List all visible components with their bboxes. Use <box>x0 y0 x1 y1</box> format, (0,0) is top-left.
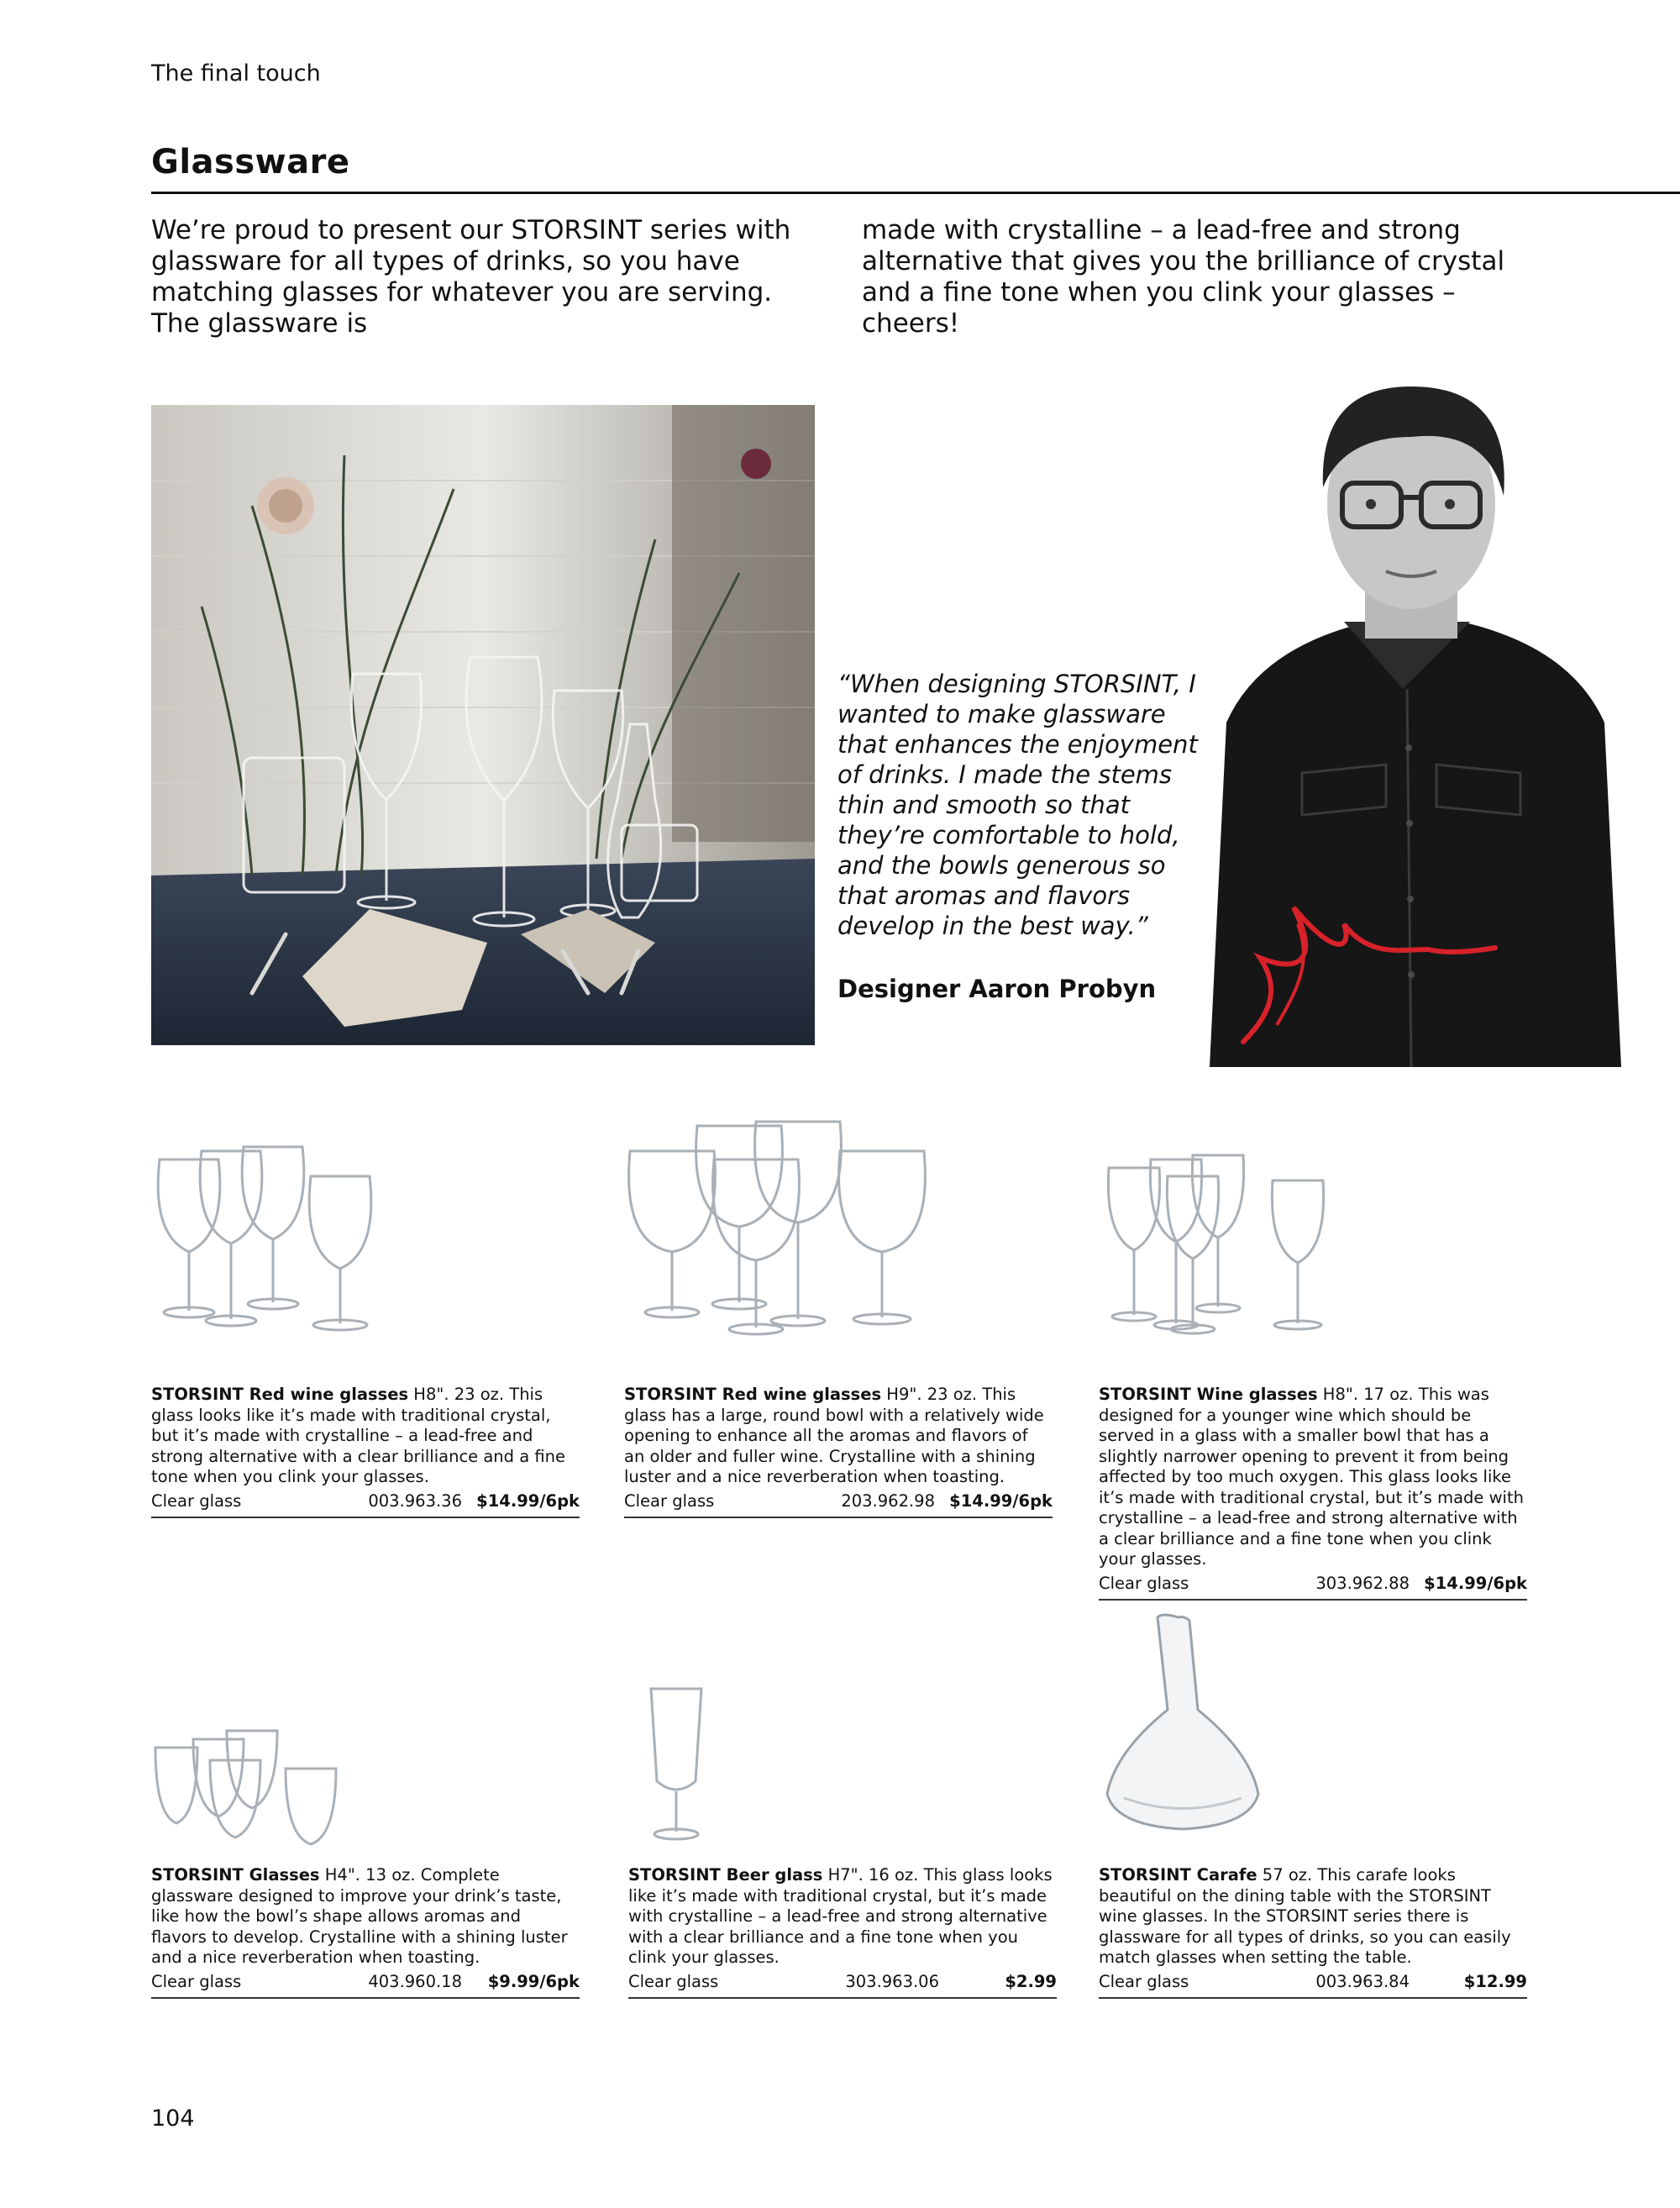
product-meta <box>1099 1574 1527 1599</box>
product-description <box>1099 1385 1527 1570</box>
product-meta <box>624 1491 1053 1517</box>
product-meta <box>628 1972 1057 1997</box>
product-price: $14.99/6pk <box>1424 1573 1527 1593</box>
product-divider <box>151 1997 580 1999</box>
product-name: STORSINT Wine glasses <box>1099 1385 1318 1404</box>
designer-portrait <box>1151 370 1680 1067</box>
product-description <box>624 1385 1053 1488</box>
product-description <box>151 1385 580 1488</box>
product-color: Clear glass <box>624 1490 715 1511</box>
article-number: 003.963.36 <box>368 1490 462 1511</box>
red-wine-glasses-image-2 <box>622 1117 941 1336</box>
product-details: H9". 23 oz. This glass has a large, round bowl with a relatively wide opening to enhance all the aromas and flavors of an older and fuller wine. Crystalline with a shining luster and a nice reverberation when toasting. <box>624 1385 1044 1486</box>
page-title: Glassware <box>151 143 350 181</box>
product-details: H7". 16 oz. This glass looks like it’s made with traditional crystal, but it’s made with crystalline – a lead-free and strong alternative with a clear brilliance and a fine tone when you clink your glasses. <box>628 1865 1053 1967</box>
article-number: 203.962.98 <box>841 1490 935 1511</box>
product-description <box>628 1865 1057 1969</box>
designer-quote: “When designing STORSINT, I wanted to make glassware that enhances the enjoyment of drinks. I made the stems thin and smooth so that they’re comfortable to hold, and the bowls generous so that aromas and flavors develop in the best way.” <box>837 670 1198 940</box>
product-name: STORSINT Glasses <box>151 1865 320 1885</box>
product-divider <box>1099 1599 1527 1601</box>
article-number: 303.962.88 <box>1315 1573 1410 1593</box>
product-color: Clear glass <box>151 1971 242 1991</box>
red-wine-glasses-image-1 <box>151 1143 403 1336</box>
product-price: $12.99 <box>1463 1971 1527 1991</box>
intro-text-right: made with crystalline – a lead-free and strong alternative that gives you the brilliance of crystal and a fine tone when you clink your glasses – cheers! <box>862 215 1505 339</box>
article-number: 303.963.06 <box>845 1971 939 1991</box>
product-color: Clear glass <box>151 1490 242 1511</box>
section-label: The final touch <box>151 60 321 87</box>
product-divider <box>151 1517 580 1518</box>
article-number: 003.963.84 <box>1315 1971 1410 1991</box>
intro-text-left: We’re proud to present our STORSINT series with glassware for all types of drinks, so you have matching glasses for whatever you are serving. The glassware is <box>151 215 791 339</box>
article-number: 403.960.18 <box>368 1971 462 1991</box>
table-scene-photo <box>151 405 815 1045</box>
product-name: STORSINT Carafe <box>1099 1865 1257 1885</box>
product-divider <box>1099 1997 1527 1999</box>
product-meta <box>151 1491 580 1517</box>
glasses-image <box>151 1722 353 1848</box>
product-details: 57 oz. This carafe looks beautiful on the dining table with the STORSINT wine glasses. In the STORSINT series there is glassware for all types of drinks, so you can easily match glasses when setting the table. <box>1099 1865 1511 1967</box>
product-details: H8". 23 oz. This glass looks like it’s made with traditional crystal, but it’s made with crystalline – a lead-free and strong alternative with a clear brilliance and a fine tone when you clink your glasses. <box>151 1385 566 1486</box>
product-meta <box>151 1972 580 1997</box>
product-description <box>1099 1865 1527 1969</box>
product-red-wine-glasses-h9 <box>624 1385 1053 1518</box>
product-divider <box>628 1997 1057 1999</box>
product-details: H4". 13 oz. Complete glassware designed to improve your drink’s taste, like how the bowl’s shape allows aromas and flavors to develop. Crystalline with a shining luster and a nice reverberation when toasting. <box>151 1865 568 1967</box>
product-color: Clear glass <box>1099 1971 1189 1991</box>
product-name: STORSINT Red wine glasses <box>624 1385 882 1404</box>
product-price: $9.99/6pk <box>487 1971 580 1991</box>
wine-glasses-image <box>1100 1151 1352 1336</box>
product-details: H8". 17 oz. This was designed for a younger wine which should be served in a glass with a smaller bowl that has a slightly narrower opening to prevent it from being affected by too much oxygen. This glass looks like it’s made with traditional crystal, but it’s made with crystalline – a lead-free and strong alternative with a clear brilliance and a fine tone when you clink your glasses. <box>1099 1385 1524 1569</box>
product-description <box>151 1865 580 1969</box>
beer-glass-image <box>638 1680 714 1848</box>
product-name: STORSINT Red wine glasses <box>151 1385 409 1404</box>
page-number: 104 <box>151 2105 195 2132</box>
carafe-image <box>1099 1609 1267 1836</box>
product-beer-glass <box>628 1865 1057 1999</box>
product-wine-glasses <box>1099 1385 1527 1601</box>
product-price: $14.99/6pk <box>949 1490 1053 1511</box>
title-divider <box>151 192 1680 194</box>
product-divider <box>624 1517 1053 1518</box>
designer-name: Designer Aaron Probyn <box>837 975 1157 1003</box>
product-price: $14.99/6pk <box>476 1490 580 1511</box>
product-name: STORSINT Beer glass <box>628 1865 823 1885</box>
product-carafe <box>1099 1865 1527 1999</box>
product-price: $2.99 <box>1005 1971 1057 1991</box>
product-meta <box>1099 1972 1527 1997</box>
product-color: Clear glass <box>628 1971 719 1991</box>
product-color: Clear glass <box>1099 1573 1189 1593</box>
product-red-wine-glasses-h8 <box>151 1385 580 1518</box>
product-glasses <box>151 1865 580 1999</box>
